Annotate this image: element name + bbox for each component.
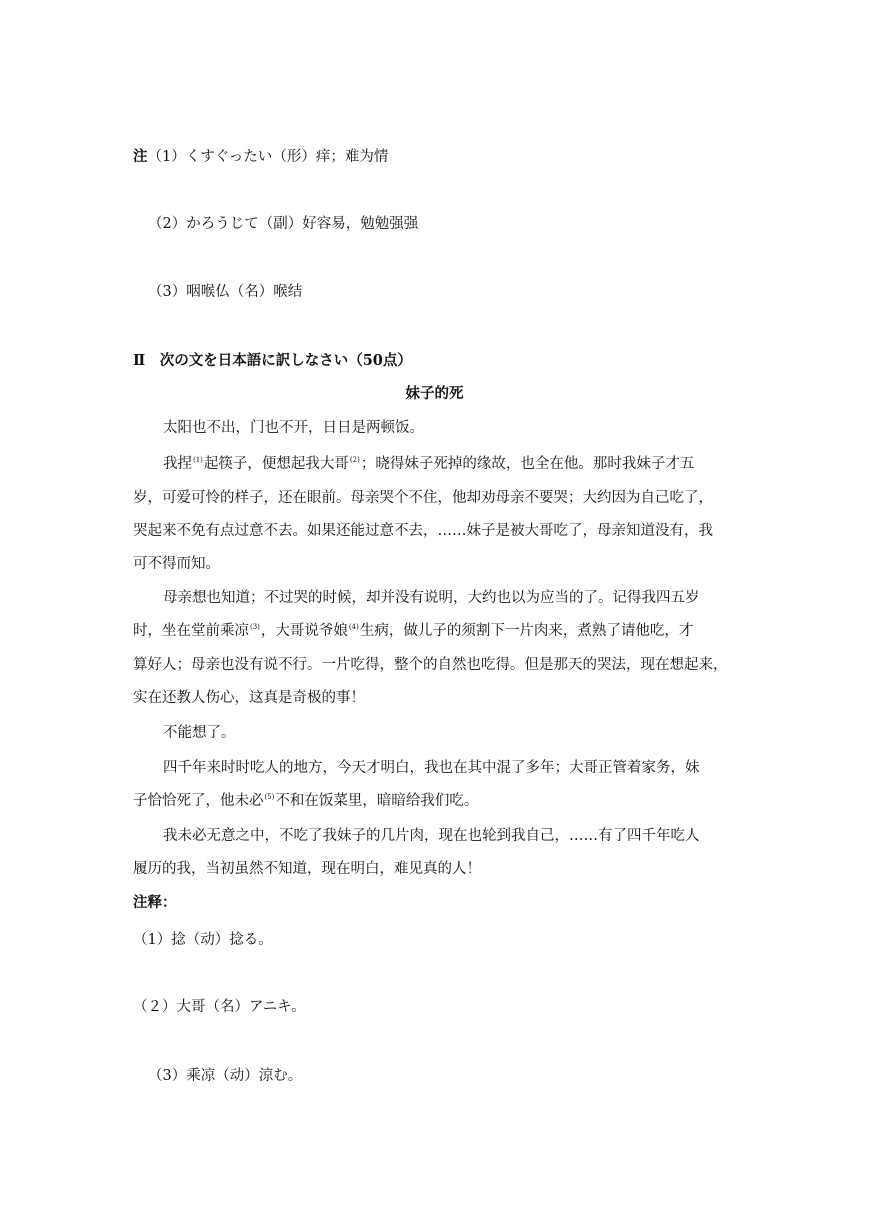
text: ；晓得妹子死掉的缘故，也全在他。那时我妹子才五 — [360, 456, 695, 472]
note-line-3: （3）咽喉仏（名）喉结 — [148, 284, 303, 300]
paragraph-2-line-3: 哭起来不免有点过意不去。如果还能过意不去，……妹子是被大哥吃了，母亲知道没有，我 — [133, 523, 713, 539]
paragraph-6-line-1: 我未必无意之中，不吃了我妹子的几片肉，现在也轮到我自己，……有了四千年吃人 — [163, 828, 700, 844]
footnote-marker: (2) — [349, 456, 360, 464]
note-text: （1）くすぐったい（形）痒；难为情 — [147, 149, 389, 165]
paragraph-5-line-2 — [133, 791, 478, 813]
text: ，大哥说爷娘 — [260, 623, 348, 639]
paragraph-3-line-1: 母亲想也知道；不过哭的时候，却并没有说明，大约也以为应当的了。记得我四五岁 — [163, 590, 700, 606]
paragraph-2-line-4: 可不得而知。 — [133, 556, 220, 572]
paragraph-3-line-2 — [133, 621, 693, 643]
text: 时，坐在堂前乘凉 — [133, 623, 249, 639]
passage-title: 妹子的死 — [405, 385, 464, 402]
text: 不和在饭菜里，暗暗给我们吃。 — [275, 793, 479, 809]
paragraph-3-line-4: 实在还教人伤心，这真是奇极的事！ — [133, 690, 365, 706]
text: 子恰恰死了，他未必 — [133, 793, 264, 809]
paragraph-2-line-2: 岁，可爱可怜的样子，还在眼前。母亲哭个不住，他却劝母亲不要哭；大约因为自己吃了， — [133, 490, 713, 506]
text: 我捏 — [163, 456, 192, 472]
text: 生病，做儿子的须割下一片肉来，煮熟了请他吃，才 — [359, 623, 694, 639]
note2-line-2: （２）大哥（名）アニキ。 — [133, 999, 306, 1015]
paragraph-6-line-2: 履历的我，当初虽然不知道，现在明白，难见真的人！ — [133, 861, 481, 877]
note2-line-1: （1）捻（动）捻る。 — [133, 932, 273, 948]
footnote-marker: (1) — [193, 456, 203, 464]
paragraph-1: 太阳也不出，门也不开，日日是两顿饭。 — [163, 420, 424, 436]
paragraph-3-line-3: 算好人；母亲也没有说不行。一片吃得，整个的自然也吃得。但是那天的哭法，现在想起来， — [133, 657, 728, 673]
note-line-1 — [133, 147, 388, 167]
section-heading: Ⅱ 次の文を日本語に訳しなさい（50点） — [133, 352, 412, 369]
footnote-marker: (3) — [250, 623, 260, 631]
note2-line-3: （3）乘凉（动）涼む。 — [148, 1068, 303, 1084]
notes-label: 注释： — [133, 894, 177, 911]
paragraph-2-line-1 — [163, 454, 694, 476]
paragraph-4: 不能想了。 — [163, 725, 236, 741]
footnote-marker: (5) — [264, 793, 275, 801]
text: 起筷子，便想起我大哥 — [203, 456, 349, 472]
paragraph-5-line-1: 四千年来时时吃人的地方，今天才明白，我也在其中混了多年；大哥正管着家务，妹 — [163, 760, 700, 776]
note-line-2: （2）かろうじて（副）好容易，勉勉强强 — [148, 216, 419, 232]
footnote-marker: (4) — [348, 623, 359, 631]
note-label: 注 — [133, 148, 148, 165]
